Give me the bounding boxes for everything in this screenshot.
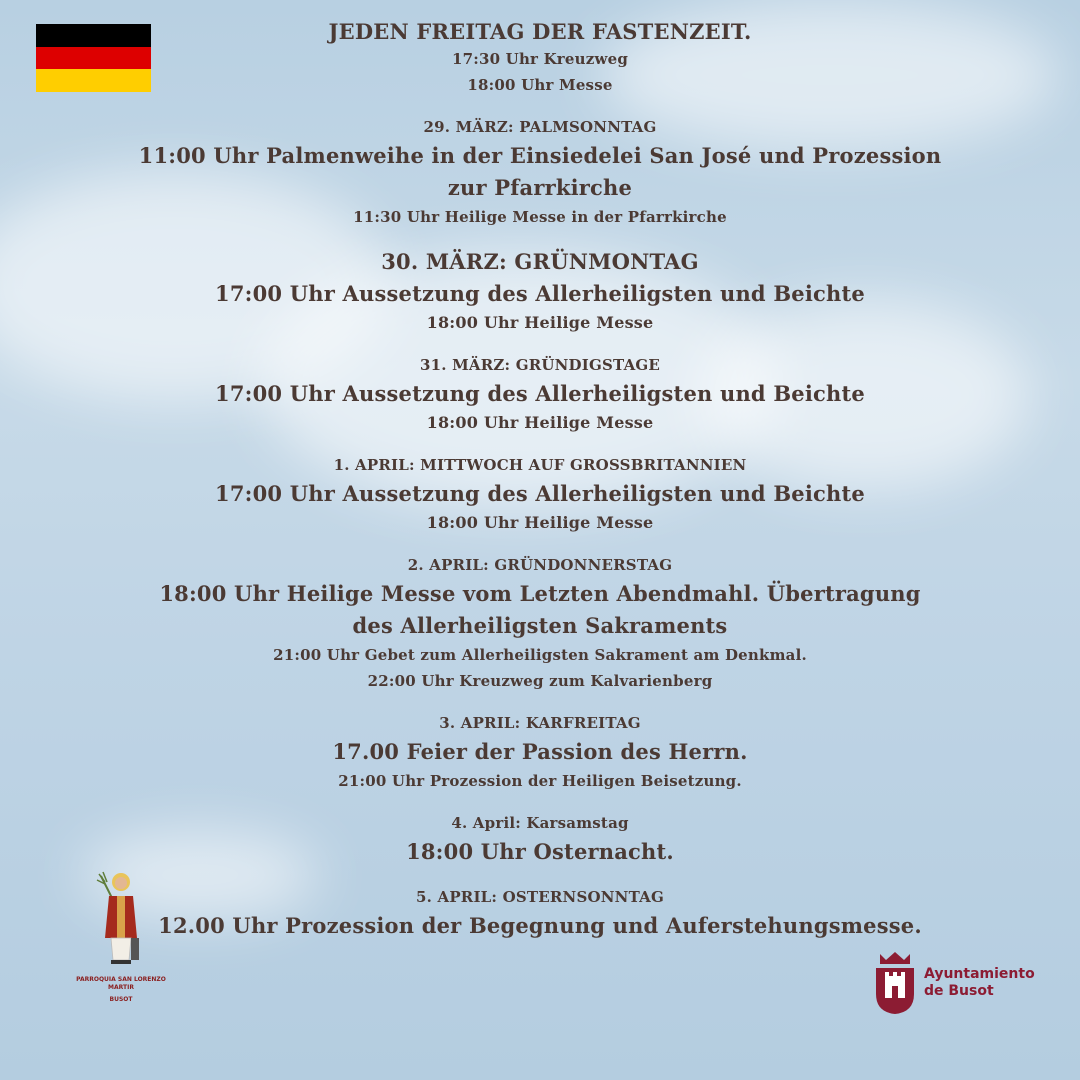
event-date: 30. MÄRZ: GRÜNMONTAG [381,249,699,274]
town-name [918,966,1035,1000]
event-main: zur Pfarrkirche [447,175,633,200]
event-main: 18:00 Uhr Heilige Messe vom Letzten Abendmahl. Übertragung [159,581,921,606]
schedule [110,18,970,942]
event-block [110,352,970,436]
event-date: 5. APRIL: OSTERNSONNTAG [416,888,664,906]
event-block [110,710,970,794]
town-name-line: Ayuntamiento [924,966,1035,982]
event-block [110,452,970,536]
saint-lawrence-icon [91,868,151,968]
event-sub: 11:30 Uhr Heilige Messe in der Pfarrkirche [353,208,727,226]
parish-caption: BUSOT [109,996,133,1003]
event-sub: 22:00 Uhr Kreuzweg zum Kalvarienberg [367,672,713,690]
event-date: 29. MÄRZ: PALMSONNTAG [423,118,657,136]
event-block [110,884,970,942]
event-main: des Allerheiligsten Sakraments [352,613,728,638]
event-date: 2. APRIL: GRÜNDONNERSTAG [407,556,673,574]
parish-caption: PARROQUIA SAN LORENZO MARTIR [76,976,166,991]
event-main: 18:00 Uhr Osternacht. [406,839,674,864]
header-line: 17:30 Uhr Kreuzweg [451,50,629,68]
event-main: 17:00 Uhr Aussetzung des Allerheiligsten und Beichte [215,481,865,506]
event-sub: 21:00 Uhr Prozession der Heiligen Beisetzung. [338,772,742,790]
event-block [110,552,970,694]
event-date: 31. MÄRZ: GRÜNDIGSTAGE [419,356,661,374]
event-block [110,810,970,868]
event-sub: 21:00 Uhr Gebet zum Allerheiligsten Sakrament am Denkmal. [273,646,807,664]
header-title: JEDEN FREITAG DER FASTENZEIT. [328,19,752,44]
event-main: 11:00 Uhr Palmenweihe in der Einsiedelei San José und Prozession [138,143,942,168]
town-logo [872,950,1035,1016]
event-main: 12.00 Uhr Prozession der Begegnung und Auferstehungsmesse. [158,913,922,938]
event-date: 4. April: Karsamstag [451,814,629,832]
event-sub: 18:00 Uhr Heilige Messe [426,413,654,432]
event-sub: 18:00 Uhr Heilige Messe [426,513,654,532]
event-block [110,114,970,230]
town-name-line: de Busot [924,983,994,999]
event-date: 1. APRIL: MITTWOCH AUF GROSSBRITANNIEN [333,456,747,474]
coat-of-arms-icon [872,950,918,1016]
event-main: 17:00 Uhr Aussetzung des Allerheiligsten und Beichte [215,381,865,406]
event-main: 17:00 Uhr Aussetzung des Allerheiligsten und Beichte [215,281,865,306]
header-block [110,18,970,98]
event-block [110,246,970,336]
event-sub: 18:00 Uhr Heilige Messe [426,313,654,332]
parish-logo [66,868,176,1004]
header-line: 18:00 Uhr Messe [467,76,613,94]
event-date: 3. APRIL: KARFREITAG [439,714,641,732]
event-main: 17.00 Feier der Passion des Herrn. [332,739,748,764]
